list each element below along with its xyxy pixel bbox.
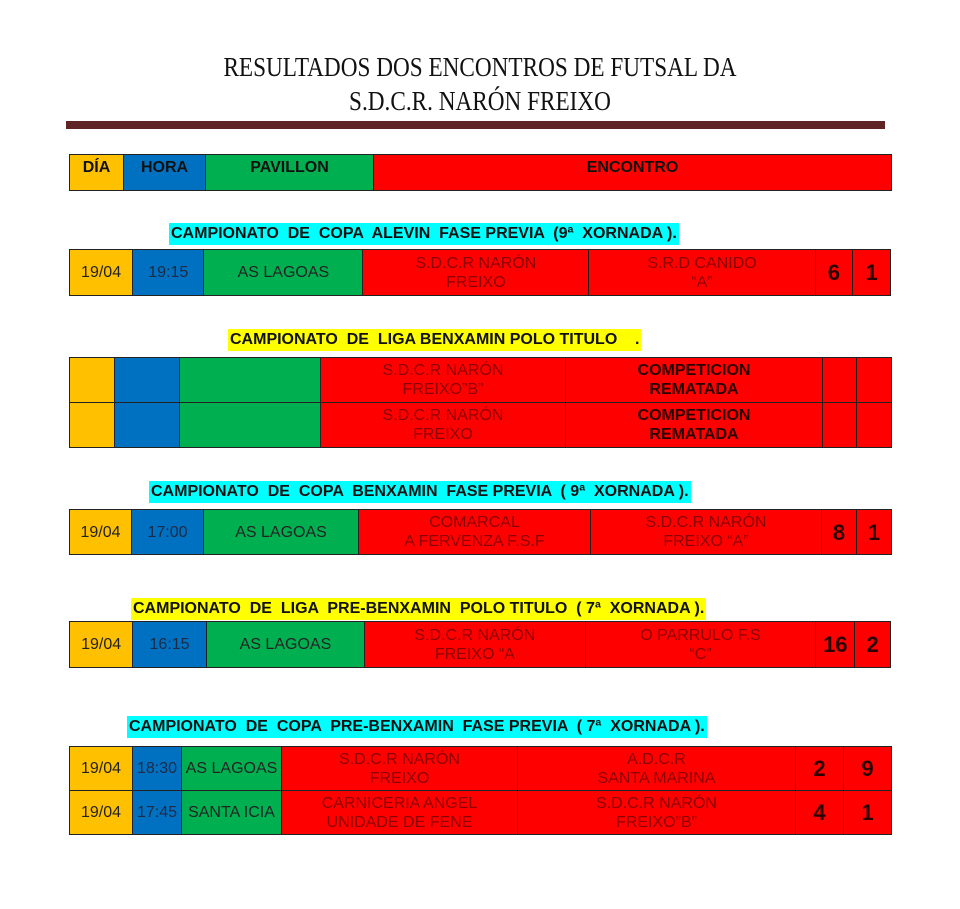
away-team-line-2: FREIXO”B” [616, 813, 697, 831]
match-date: 19/04 [70, 791, 133, 835]
away-team-line-2: FREIXO “A” [663, 533, 749, 550]
match-time: 18:30 [133, 747, 182, 791]
home-team-line-2: UNIDADE DE FENE [326, 813, 473, 831]
match-row [70, 358, 892, 403]
match-row [70, 622, 891, 668]
section-title: CAMPIONATO DE COPA ALEVIN FASE PREVIA (9ª XORNADA ). [169, 223, 679, 245]
match-venue [180, 358, 321, 403]
away-team [518, 747, 796, 791]
home-team [282, 747, 518, 791]
home-team [365, 622, 586, 668]
match-date [70, 403, 115, 448]
match-row [70, 747, 892, 791]
section-title: CAMPIONATO DE COPA BENXAMIN FASE PREVIA ( 9ª XORNADA ). [149, 481, 691, 503]
home-team-line-1: S.D.C.R NARÓN [415, 254, 537, 272]
title-divider [66, 121, 885, 129]
match-row [70, 250, 891, 296]
home-team [359, 510, 591, 555]
away-team [591, 510, 822, 555]
match-time: 17:00 [132, 510, 204, 555]
header-encontro: ENCONTRO [374, 155, 892, 191]
away-team [585, 622, 816, 668]
home-team [321, 358, 566, 403]
home-team-line-2: FREIXO “A [434, 645, 515, 663]
match-time: 19:15 [133, 250, 204, 296]
away-team-line-2: REMATADA [649, 426, 739, 443]
score-away: 9 [844, 747, 892, 791]
away-team-line-2: “C” [689, 645, 712, 663]
home-team [282, 791, 518, 835]
match-row [70, 510, 892, 555]
away-team-line-1: COMPETICION [637, 407, 751, 424]
home-team-line-1: S.D.C.R NARÓN [382, 407, 504, 424]
away-team [566, 403, 823, 448]
match-venue: AS LAGOAS [204, 250, 363, 296]
home-team-line-2: FREIXO [446, 273, 506, 291]
match-row [70, 403, 892, 448]
score-home: 8 [822, 510, 857, 555]
match-venue: AS LAGOAS [206, 622, 364, 668]
score-away: 2 [855, 622, 891, 668]
match-venue: SANTA ICIA [182, 791, 282, 835]
score-home: 6 [815, 250, 853, 296]
match-venue: AS LAGOAS [204, 510, 359, 555]
home-team-line-2: FREIXO”B” [402, 381, 484, 398]
home-team [363, 250, 589, 296]
header-pavillon: PAVILLON [206, 155, 374, 191]
match-time [115, 358, 180, 403]
score-home: 4 [796, 791, 844, 835]
away-team-line-2: “A” [691, 273, 713, 291]
away-team-line-1: S.R.D CANIDO [647, 254, 757, 272]
match-venue: AS LAGOAS [182, 747, 282, 791]
header-hora: HORA [124, 155, 206, 191]
home-team-line-2: FREIXO [413, 426, 473, 443]
home-team-line-1: S.D.C.R NARÓN [339, 750, 460, 768]
home-team-line-2: FREIXO [369, 769, 430, 787]
column-header-table [69, 154, 892, 191]
page-title-line-2: S.D.C.R. NARÓN FREIXO [349, 86, 611, 116]
match-time [115, 403, 180, 448]
home-team-line-1: COMARCAL [429, 514, 520, 531]
score-away: 1 [857, 510, 892, 555]
results-table [69, 621, 891, 668]
home-team [321, 403, 566, 448]
score-home: 2 [796, 747, 844, 791]
page-title-line-1: RESULTADOS DOS ENCONTROS DE FUTSAL DA [223, 52, 737, 82]
away-team-line-1: S.D.C.R NARÓN [645, 514, 767, 531]
away-team-line-1: COMPETICION [637, 362, 751, 379]
home-team-line-1: S.D.C.R NARÓN [382, 362, 504, 379]
away-team-line-1: S.D.C.R NARÓN [596, 794, 717, 812]
match-date: 19/04 [70, 747, 133, 791]
away-team [518, 791, 796, 835]
away-team-line-2: SANTA MARINA [597, 769, 716, 787]
header-dia: DÍA [70, 155, 124, 191]
score-home [823, 403, 857, 448]
away-team-line-1: O PARRULO F.S [640, 626, 761, 644]
match-row [70, 791, 892, 835]
home-team-line-1: S.D.C.R NARÓN [414, 626, 536, 644]
match-date: 19/04 [70, 250, 133, 296]
score-away [857, 358, 892, 403]
score-home: 16 [816, 622, 855, 668]
results-table [69, 249, 891, 296]
section-title: CAMPIONATO DE LIGA PRE-BENXAMIN POLO TITULO ( 7ª XORNADA ). [131, 598, 706, 620]
home-team-line-1: CARNICERIA ANGEL [321, 794, 478, 812]
match-date [70, 358, 115, 403]
away-team-line-2: REMATADA [649, 381, 739, 398]
score-away: 1 [844, 791, 892, 835]
away-team [566, 358, 823, 403]
section-title: CAMPIONATO DE LIGA BENXAMIN POLO TITULO . [228, 329, 641, 351]
away-team-line-1: A.D.C.R [627, 750, 686, 768]
home-team-line-2: A FERVENZA F.S.F [404, 533, 545, 550]
match-time: 17:45 [133, 791, 182, 835]
results-table [69, 746, 892, 835]
results-table [69, 509, 892, 555]
score-away [857, 403, 892, 448]
match-date: 19/04 [70, 510, 132, 555]
score-away: 1 [853, 250, 891, 296]
results-table [69, 357, 892, 448]
section-title: CAMPIONATO DE COPA PRE-BENXAMIN FASE PREVIA ( 7ª XORNADA ). [127, 716, 707, 738]
match-date: 19/04 [70, 622, 133, 668]
match-venue [180, 403, 321, 448]
match-time: 16:15 [133, 622, 207, 668]
score-home [823, 358, 857, 403]
away-team [589, 250, 815, 296]
